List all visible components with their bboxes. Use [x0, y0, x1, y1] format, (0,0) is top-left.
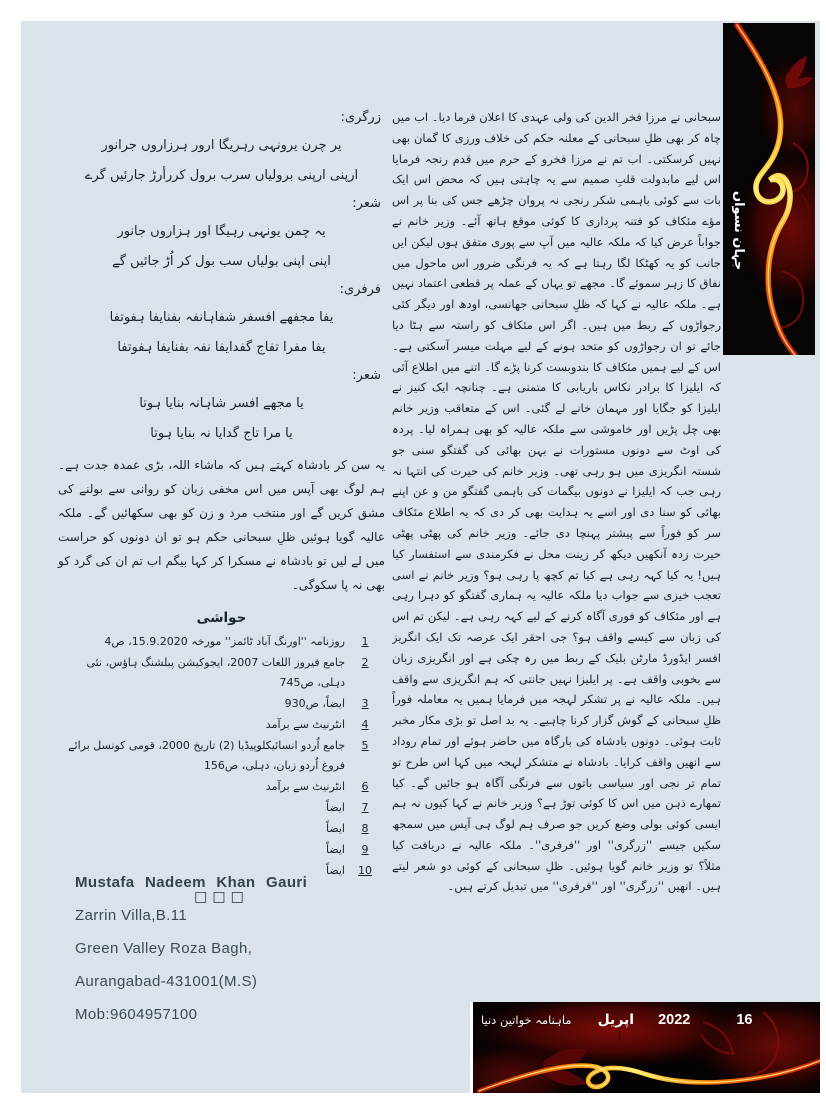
address-line: Zarrin Villa,B.11 [75, 907, 188, 924]
sher-couplet-1 [58, 217, 385, 277]
footnote-number: 2 [361, 656, 369, 669]
address-line: Mob:9604957100 [75, 1006, 198, 1023]
footnote-number: 4 [361, 718, 369, 731]
footnote-number: 8 [361, 822, 369, 835]
poem-line: یا مجھے افسر شاہانہ بنایا ہوتا [139, 396, 304, 411]
main-text-column: سبحانی نے مرزا فخر الدین کی ولی عہدی کا اعلان فرما دیا۔ اب میں چاہ کر بھی ظلِ سبحانی کے معلنہ حکم کی خلاف ورزی کا گمان بھی نہیں کرسکتی۔ اب تم نے مرزا فخرو کے حرم میں قدم رنجہ فرمایا اس لیے مابدولت قلبِ صمیم سے یہ چاہتی ہیں کہ محض اس ایک بات سے کوئی باہمی شکر رنجی نہ پروان چڑھے جس کی بنا پر اس مؤے مئکاف کو فتنہ پردازی کا کوئی موقع ہاتھ آئے۔ وزیر خانم نے جواباً عرض کیا کہ ملکہ عالیہ میں آپ سے پوری متفق ہوں لیکن ایں جانب کو یہ کھٹکا لگا رہتا ہے کہ یہ فرنگی ضرور اس ماحول میں نفاق کا زہر سموئے گا۔ مجھے تو یہاں کے عملہ پر قطعی اعتماد نہیں ہے۔ ملکہ عالیہ نے کہا کہ ظلِ سبحانی جھانسی، اودھ اور دیگر کئی رجواڑوں کے ربط میں ہیں۔ اگر اس مئکاف کو راستہ سے ہٹا دیا جائے تو ان رجواڑوں کو متحد ہونے کے لیے مہلت میسر آسکتی ہے۔ اس کے لیے ہمیں مئکاف کا بندوبست کرنا پڑے گا۔ اتنے میں اطلاع آئی کہ ایلیزا کا برادر نکاس باریابی کا متمنی ہے۔ چنانچہ ایک کنیز نے ایلیزا کو جگایا اور مہمان خانے لے گئی۔ اس کے متعاقب وزیر خانم بھی چل پڑیں اور خاموشی سے ملکہ عالیہ کو بھی ہمراہ لیا۔ پردہ کی اوٹ سے دونوں مستورات نے بہن بھائی کی گفتگو سنی جو شستہ انگریزی میں ہو رہی تھی۔ وزیر خانم کی حیرت کی انتہا نہ رہی جب کہ ایلیزا نے دونوں بیگمات کی باہمی گفتگو من و عن اپنے بھائی کو سنا دی اور اسے یہ ہدایت بھی کر دی کہ یہ اطلاع مئکاف سر کو فوراً سے پیشتر پہنچا دی جائے۔ وزیر خانم کی پھٹی پھٹی حیرت زدہ آنکھیں دیکھ کر زینت محل نے فکرمندی سے استفسار کیا ہیں! یہ کیا کہہ رہی ہے کیا تم کچھ پا رہی ہو؟ وزیر خانم نے اسی تعجب خیزی سے جواب دیا ملکہ عالیہ یہ ہماری گفتگو کو دہرا رہی ہے اور مئکاف کو فوری آگاہ کرنے کے لیے کہہ رہی ہے۔ لیکن تم اس کی زبان سے کیسے واقف ہو؟ جی احقر ایک عرصہ تک ایک انگریز افسر ایڈورڈ مارٹن بلیک کے ربط میں رہ چکی ہے اور انگریزی زبان سے بخوبی واقف ہے۔ پر ایلیزا نہیں جانتی کہ ہم انگریزی سے واقف ہیں۔ ملکہ عالیہ نے پر تشکر لہجہ میں فرمایا ہمیں یہ معاملہ فوراً ظلِ سبحانی کے گوش گزار کرنا چاہیے۔ یہ بد اصل تو بڑی مکار مخبر ثابت ہوئی۔ دونوں بادشاہ کی بارگاہ میں حاضر ہوئے اور تمام روداد سے انھیں واقف کرایا۔ بادشاہ نے متشکر لہجہ میں کہا اس طرح تو تمام تر نجی اور سیاسی باتوں سے فرنگی آگاہ ہو جائیں گے۔ کیا تمھارے ذہن میں اس کا کوئی توڑ ہے؟ وزیر خانم نے کہا کیوں نہ ہم ایسی کوئی بولی وضع کریں جو صرف ہم لوگ ہی آپس میں سمجھ سکیں جیسے ''زرگری'' اور ''فرفری''۔ ملکہ عالیہ نے دریافت کیا مثلاً؟ تو وزیر خانم گویا ہوئیں۔ ظلِ سبحانی کے کوئی دو شعر لیتے ہیں۔ انھیں ''زرگری'' اور ''فرفری'' میں تبدیل کرتے ہیں۔ [392, 110, 721, 894]
footnote-row [58, 798, 385, 818]
footer-month: اپریل [597, 1012, 635, 1028]
footnote-number: 7 [361, 801, 369, 814]
address-line: Aurangabad-431001(M.S) [75, 973, 258, 990]
left-prose: یہ سن کر بادشاہ کہتے ہیں کہ ماشاء اللہ، بڑی عمدہ جدت ہے۔ ہم لوگ بھی آپس میں اس مخفی زبان کو روانی سے بولنے کی مشق کریں گے اور منتخب مرد و زن کو بھی سکھائیں گے۔ ملکہ عالیہ گویا ہوئیں ظلِ سبحانی حکم ہو تو ان دونوں کو حراست میں لے لیں تو بادشاہ نے مسکرا کر کہا بیگم اب تم ان کی گرد کو بھی نہ پا سکوگی۔ [58, 458, 385, 592]
footnote-text: روزنامہ ''اورنگ آباد ٹائمز'' مورخہ 15.9.2020، ص4 [104, 635, 345, 648]
poem-line: یر چرن یرونہی رہریگا ارور ہرزاروں جرانور [101, 138, 342, 153]
footnote-text: ایضاً [325, 864, 345, 877]
footer-banner [470, 1002, 820, 1093]
footnote-text: جامع فیروز اللغات 2007، ایجوکیشن پبلشنگ ہاؤس، نئی دہلی، ص745 [86, 656, 345, 689]
footnote-text: ایضاً، ص930 [284, 697, 345, 710]
footnote-row [58, 694, 385, 714]
footnotes-heading: حواشی [196, 610, 247, 626]
footnote-number: 10 [358, 864, 372, 877]
footnote-number: 3 [361, 697, 369, 710]
spine-title: جہان نسواں [731, 191, 746, 271]
footer-page-number: 16 [736, 1012, 753, 1028]
footnote-number: 9 [361, 843, 369, 856]
footnote-number: 1 [361, 635, 369, 648]
footnote-row [58, 819, 385, 839]
footnote-text: ایضاً [325, 843, 345, 856]
sher-label-2: شعر: [352, 368, 381, 383]
footnote-row [58, 632, 385, 652]
firfiri-label: فرفری: [339, 282, 381, 297]
footnote-row [58, 715, 385, 735]
sher-label-1: شعر: [352, 196, 381, 211]
poem-line: یا مرا تاج گدایا نہ بنایا ہوتا [150, 426, 293, 441]
footnote-number: 6 [361, 780, 369, 793]
footnote-row [58, 736, 385, 776]
footnote-row [58, 840, 385, 860]
poem-line: اپنی اپنی بولیاں سب بول کر اُڑ جائیں گے [112, 254, 331, 269]
zargari-couplet [58, 131, 385, 191]
magazine-name: ماہنامہ خواتین دنیا [481, 1013, 572, 1027]
poem-line: یہ چمن یونہی رہیگا اور ہزاروں جانور [117, 224, 326, 239]
footnote-row [58, 777, 385, 797]
footnote-text: ایضاً [325, 801, 345, 814]
spine-art [723, 23, 815, 355]
end-of-article-ornament: □□□ [194, 889, 249, 905]
left-column [58, 106, 385, 905]
footer-row [473, 1005, 820, 1035]
author-address-block [75, 866, 307, 1031]
poem-line: یفا مجفھے افسفر شفاہانفہ بفنایفا ہفوتفا [109, 310, 334, 325]
poem-line: یفا مفرا تفاج گفدایفا نفہ بفنایفا ہفوتفا [117, 340, 326, 355]
footnote-row [58, 653, 385, 693]
footnote-text: انٹرنیٹ سے برآمد [265, 780, 345, 793]
firfiri-couplet [58, 303, 385, 363]
footnote-text: جامع اُردو انسائیکلوپیڈیا (2) تاریخ 2000، قومی کونسل برائے فروغ اُردو زبان، دہلی، ص156 [68, 739, 345, 772]
footnote-text: انٹرنیٹ سے برآمد [265, 718, 345, 731]
footnote-text: ایضاً [325, 822, 345, 835]
poem-line: ارپنی ارپنی برولیاں سرب برول کررأرڑ جارئیں گرے [84, 168, 359, 183]
sher-couplet-2 [58, 389, 385, 449]
address-line: Green Valley Roza Bagh, [75, 940, 253, 957]
footer-year: 2022 [658, 1012, 691, 1028]
zargari-label: زرگری: [340, 110, 381, 125]
author-name: Mustafa Nadeem Khan Gauri [75, 874, 308, 891]
flame-motif-icon [723, 23, 815, 355]
footnote-number: 5 [361, 739, 369, 752]
